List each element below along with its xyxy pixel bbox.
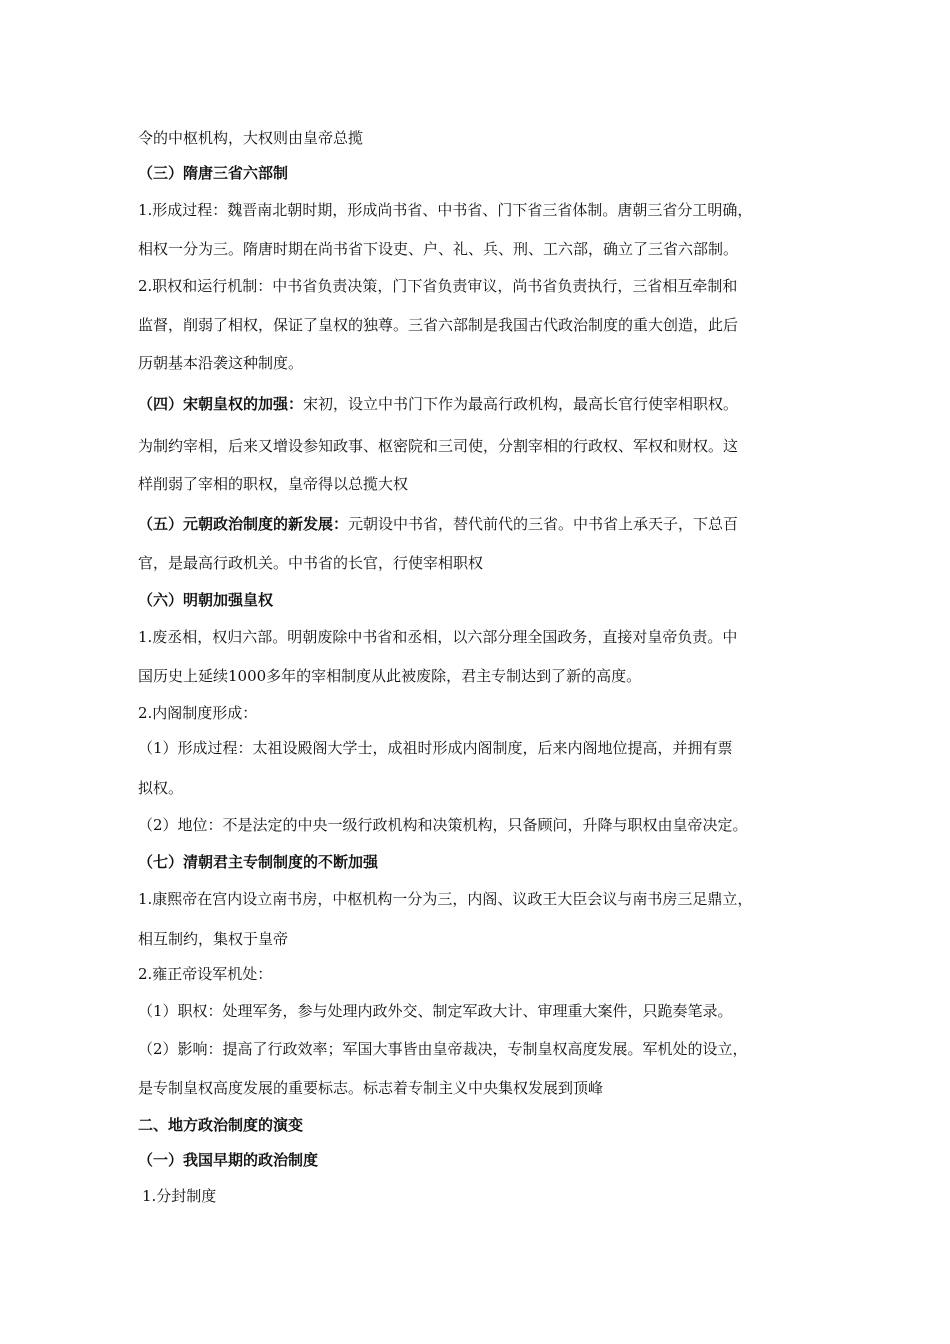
- text-line: （1）职权：处理军务，参与处理内政外交、制定军政大计、审理重大案件，只跪奏笔录。: [138, 1002, 733, 1020]
- text-line: 样削弱了宰相的职权，皇帝得以总揽大权: [138, 475, 409, 493]
- text-line: 是专制皇权高度发展的重要标志。标志着专制主义中央集权发展到顶峰: [138, 1079, 604, 1097]
- text-line: 1.废丞相，权归六部。明朝废除中书省和丞相，以六部分理全国政务，直接对皇帝负责。中: [138, 628, 738, 646]
- text-line: 监督，削弱了相权，保证了皇权的独尊。三省六部制是我国古代政治制度的重大创造，此后: [138, 316, 739, 334]
- section-heading: （一）我国早期的政治制度: [138, 1151, 319, 1169]
- text-line: 1.康熙帝在宫内设立南书房，中枢机构一分为三，内阁、议政王大臣会议与南书房三足鼎立，: [138, 890, 753, 908]
- section-heading: （六）明朝加强皇权: [138, 591, 274, 609]
- text-line: 相权一分为三。隋唐时期在尚书省下设吏、户、礼、兵、刑、工六部，确立了三省六部制。: [138, 240, 739, 258]
- text-line: 为制约宰相，后来又增设参知政事、枢密院和三司使，分割宰相的行政权、军权和财权。这: [138, 437, 739, 455]
- text-line: （2）地位：不是法定的中央一级行政机构和决策机构，只备顾问，升降与职权由皇帝决定。: [138, 816, 748, 834]
- text-line: 2.雍正帝设军机处：: [138, 965, 273, 983]
- text-line: 相互制约，集权于皇帝: [138, 930, 289, 948]
- text-line: 国历史上延续1000多年的宰相制度从此被废除，君主专制达到了新的高度。: [138, 667, 642, 685]
- text-line: 1.形成过程：魏晋南北朝时期，形成尚书省、中书省、门下省三省体制。唐朝三省分工明确，: [138, 201, 753, 219]
- text-run: 元朝设中书省，替代前代的三省。中书省上承天子，下总百: [348, 515, 739, 533]
- text-line: 历朝基本沿袭这种制度。: [138, 354, 304, 372]
- section-heading: （七）清朝君主专制制度的不断加强: [138, 853, 379, 871]
- section-heading: （三）隋唐三省六部制: [138, 164, 289, 182]
- text-line: 官，是最高行政机关。中书省的长官，行使宰相职权: [138, 554, 484, 572]
- section-heading: 二、地方政治制度的演变: [138, 1116, 304, 1134]
- section-heading: （四）宋朝皇权的加强：: [138, 395, 304, 413]
- text-line: 2.职权和运行机制：中书省负责决策，门下省负责审议，尚书省负责执行，三省相互牵制和: [138, 277, 738, 295]
- section-heading: （五）元朝政治制度的新发展：: [138, 515, 349, 533]
- text-run: 宋初，设立中书门下作为最高行政机构，最高长官行使宰相职权。: [303, 395, 739, 413]
- text-line: 拟权。: [138, 779, 184, 797]
- text-line: 1.分封制度: [142, 1187, 217, 1205]
- text-line: （1）形成过程：太祖设殿阁大学士，成祖时形成内阁制度，后来内阁地位提高，并拥有票: [138, 739, 733, 757]
- text-line: 令的中枢机构，大权则由皇帝总揽: [138, 129, 364, 147]
- text-line: [138, 514, 738, 534]
- text-line: （2）影响：提高了行政效率；军国大事皆由皇帝裁决，专制皇权高度发展。军机处的设立，: [138, 1040, 748, 1058]
- text-line: [138, 394, 738, 414]
- text-line: 2.内阁制度形成：: [138, 704, 258, 722]
